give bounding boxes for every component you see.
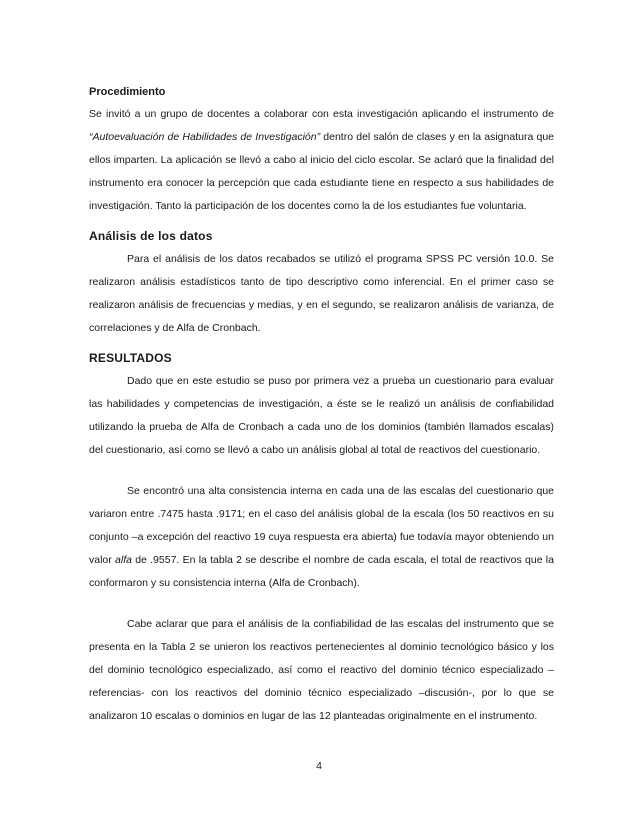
resultados-p2-start: Se encontró una alta consistencia interna en cada una de las escalas del cuestionario que variaron entre .7475 hasta .9171; en el caso del análisis global de la escala (los 50 reactivos en su conjunto –a excepción del reactivo 19 cuya respuesta era abierta) fue todavía mayor obteniendo un valor — [89, 485, 554, 566]
procedimiento-paragraph — [89, 103, 554, 218]
instrument-title: “Autoevaluación de Habilidades de Investigación” — [89, 131, 321, 143]
resultados-paragraph-1: Dado que en este estudio se puso por primera vez a prueba un cuestionario para evaluar las habilidades y competencias de investigación, a éste se le realizó un análisis de confiabilidad utilizando la prueba de Alfa de Cronbach a cada uno de los dominios (también llamados escalas) del cuestionario, así como se llevó a cabo un análisis global al total de reactivos del cuestionario. — [89, 375, 554, 456]
alfa-term: alfa — [115, 554, 132, 566]
resultados-heading: RESULTADOS — [89, 351, 172, 365]
analisis-paragraph: Para el análisis de los datos recabados se utilizó el programa SPSS PC versión 10.0. Se realizaron análisis estadísticos tanto de tipo descriptivo como inferencial. En el primer caso se realizaron análisis de frecuencias y medias, y en el segundo, se realizaron análisis de varianza, de correlaciones y de Alfa de Cronbach. — [89, 253, 554, 334]
page-number: 4 — [316, 760, 322, 772]
procedimiento-text-start: Se invitó a un grupo de docentes a colaborar con esta investigación aplicando el instrumento de — [89, 108, 554, 120]
analisis-heading: Análisis de los datos — [89, 229, 213, 243]
resultados-p2-end: de .9557. En la tabla 2 se describe el nombre de cada escala, el total de reactivos que la conformaron y su consistencia interna (Alfa de Cronbach). — [89, 554, 554, 589]
page-content — [89, 85, 554, 728]
procedimiento-heading: Procedimiento — [89, 86, 166, 98]
resultados-paragraph-3: Cabe aclarar que para el análisis de la confiabilidad de las escalas del instrumento que se presenta en la Tabla 2 se unieron los reactivos pertenecientes al dominio tecnológico básico y los del dominio tecnológico especializado, así como el reactivo del dominio técnico especializado –referencias- con los reactivos del dominio técnico especializado –discusión-, por lo que se analizaron 10 escalas o dominios en lugar de las 12 planteadas originalmente en el instrumento. — [89, 618, 554, 722]
resultados-paragraph-2 — [89, 480, 554, 595]
procedimiento-text-end: dentro del salón de clases y en la asignatura que ellos imparten. La aplicación se llevó a cabo al inicio del ciclo escolar. Se aclaró que la finalidad del instrumento era conocer la percepción que cada estudiante tiene en respecto a sus habilidades de investigación. Tanto la participación de los docentes como la de los estudiantes fue voluntaria. — [89, 131, 555, 212]
